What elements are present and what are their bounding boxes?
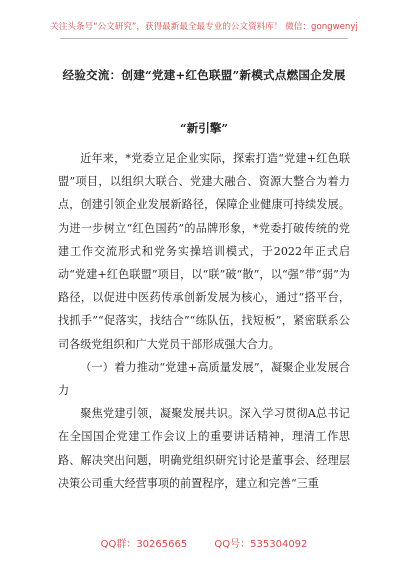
header-divider [60,38,348,39]
promo-header: 关注头条号“公文研究”，获得最新最全最专业的公文资料库！ 微信：gongwenyj [50,22,358,32]
document-subtitle: “新引擎” [179,121,229,135]
qq-group: QQ群：30265665 [100,539,188,550]
qq-number: QQ号：535304092 [214,539,308,550]
body-paragraph: 近年来，*党委立足企业实际，探索打造“党建+红色联盟”项目，以组织大联合、党建大融合、资源大整合为着力点，创建引领企业发展新路径，保障企业健康可持续发展。为进一步树立“红色国药”的品牌形象，*党委打破传统的党建工作交流形式和党务实操培训模式，于2022年正式启动“党建+红色联盟”项目，以“联”破“散”，以“强”带“弱”为路径，以促进中医药传承创新发展为核心，通过“搭平台，找抓手”“促落实，找结合”“练队伍，找短板”，紧密联系公司各级党组织和广大党员干部形成强大合力。 [58,152,350,351]
contact-footer [0,535,408,550]
section-heading: （一）着力推动“党建+高质量发展”，凝聚企业发展合力 [58,360,350,398]
body-paragraph: 聚焦党建引领，凝聚发展共识。深入学习贯彻A总书记在全国国企党建工作会议上的重要讲话精神，理清工作思路、解决突出问题，明确党组织研究讨论是董事会、经理层决策公司重大经营事项的前置程序，建立和完善“三重 [58,407,350,490]
document-title: 经验交流：创建“党建+红色联盟”新模式点燃国企发展 [62,68,346,82]
document-body [58,147,350,495]
